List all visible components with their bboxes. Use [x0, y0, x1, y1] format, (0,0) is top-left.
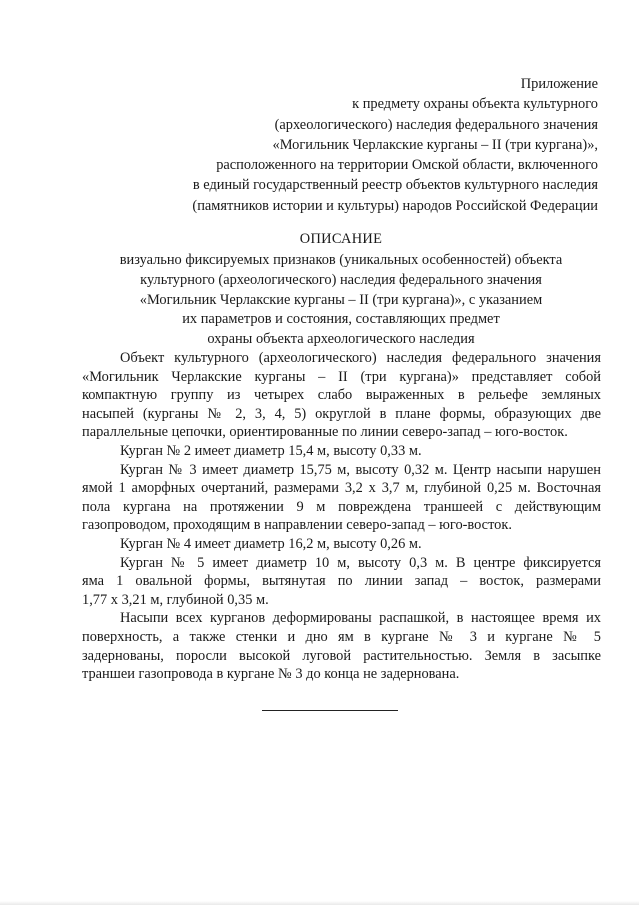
body-line: траншеи газопровода в кургане № 3 до конца не задернована.: [82, 666, 460, 683]
subtitle-line: визуально фиксируемых признаков (уникальных особенностей) объекта: [119, 252, 563, 268]
subtitle-line: культурного (археологического) наследия федерального значения: [140, 271, 542, 288]
subtitle-line: охраны объекта археологического наследия: [207, 331, 475, 348]
body-line: поверхность, а также стенки и дно ям в кургане № 3 и кургане № 5: [82, 628, 601, 645]
appendix-header: [100, 74, 598, 216]
closing-rule: [262, 710, 398, 711]
scan-edge: [0, 901, 639, 905]
appendix-line: Приложение: [520, 76, 598, 92]
document-title: ОПИСАНИЕ: [299, 231, 383, 247]
subtitle-line: «Могильник Черлакские курганы – II (три кургана)», с указанием: [139, 291, 543, 308]
body-line: ямой 1 аморфных очертаний, размерами 3,2 х 3,7 м, глубиной 0,25 м. Восточная: [82, 480, 601, 497]
body-line: пола кургана на протяжении 9 м повреждена траншеей с действующим: [82, 498, 601, 515]
description-body: [82, 349, 601, 684]
body-line: задернованы, поросли высокой луговой растительностью. Земля в засыпке: [82, 647, 601, 664]
appendix-line: в единый государственный реестр объектов культурного наследия: [192, 177, 598, 194]
body-line: компактную группу из четырех слабо выраженных в рельефе земляных: [82, 387, 601, 404]
subtitle-line: их параметров и состояния, составляющих предмет: [182, 311, 500, 328]
body-line: 1,77 х 3,21 м, глубиной 0,35 м.: [82, 591, 269, 608]
appendix-line: (археологического) наследия федерального значения: [274, 116, 598, 133]
body-line: параллельные цепочки, ориентированные по линии северо-запад – юго-восток.: [82, 424, 568, 441]
body-line: газопроводом, проходящим в направлении северо-запад – юго-восток.: [82, 517, 512, 534]
body-line: «Могильник Черлакские курганы – II (три кургана)» представляет собой: [82, 368, 601, 385]
body-line: Объект культурного (археологического) наследия федерального значения: [120, 350, 601, 366]
appendix-line: к предмету охраны объекта культурного: [352, 96, 598, 113]
body-line: Курган № 5 имеет диаметр 10 м, высоту 0,3 м. В центре фиксируется: [120, 554, 601, 571]
body-line: насыпей (курганы № 2, 3, 4, 5) округлой в плане формы, образующих две: [82, 405, 601, 422]
body-line: Курган № 2 имеет диаметр 15,4 м, высоту 0,33 м.: [120, 442, 422, 459]
appendix-line: расположенного на территории Омской области, включенного: [216, 157, 598, 174]
appendix-line: (памятников истории и культуры) народов Российской Федерации: [192, 197, 598, 214]
body-line: Курган № 4 имеет диаметр 16,2 м, высоту 0,26 м.: [120, 535, 422, 552]
document-subtitle: [80, 251, 602, 350]
body-line: Насыпи всех курганов деформированы распашкой, в настоящее время их: [120, 610, 601, 627]
body-line: яма 1 овальной формы, вытянутая по линии запад – восток, размерами: [82, 573, 601, 590]
appendix-line: «Могильник Черлакские курганы – II (три кургана)»,: [272, 136, 598, 153]
body-line: Курган № 3 имеет диаметр 15,75 м, высоту 0,32 м. Центр насыпи нарушен: [120, 461, 601, 478]
